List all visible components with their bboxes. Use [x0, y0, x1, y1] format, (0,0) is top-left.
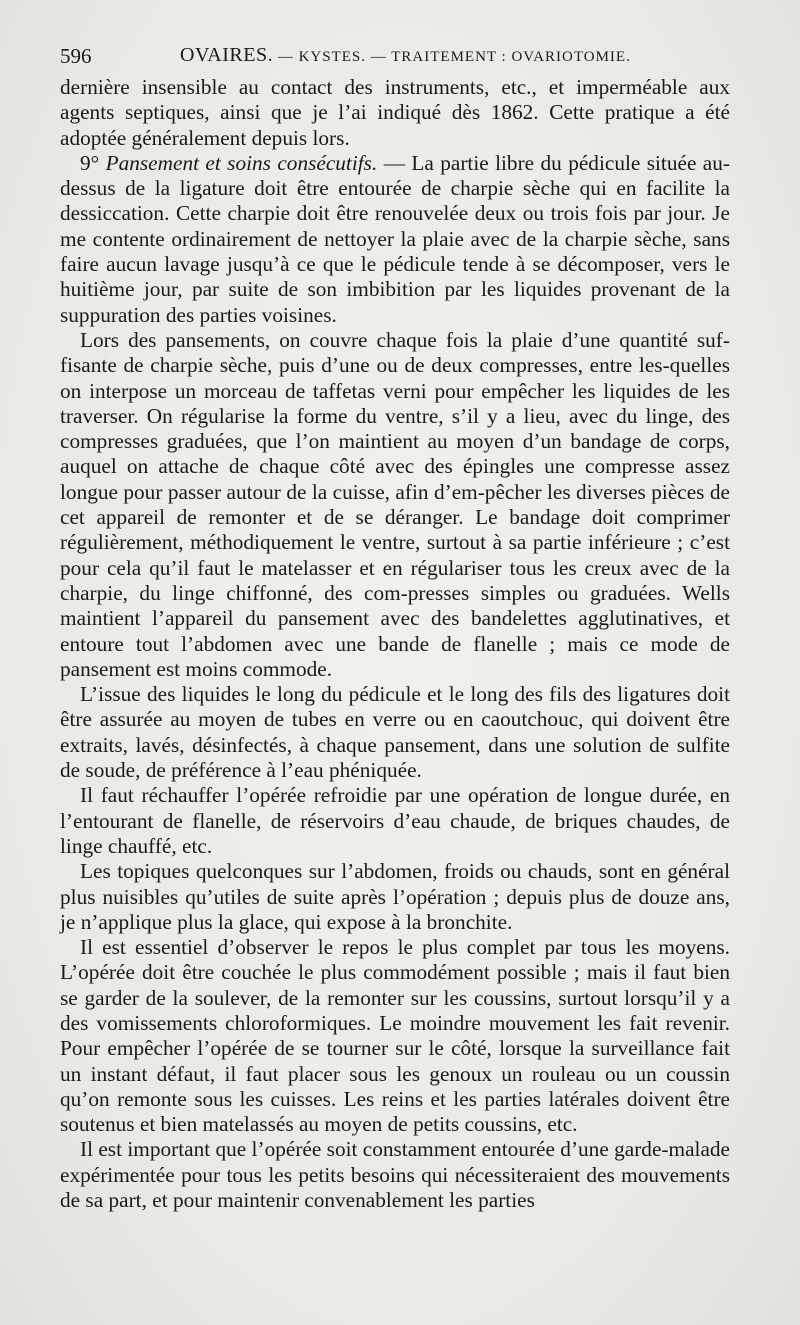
- paragraph: Il est essentiel d’observer le repos le plus complet par tous les moyens. L’opérée doit être couchée le plus commodément possible ; mais il faut bien se garder de la soulever, de la remonter sur les coussins, surtout lorsqu’il y a des vomissements chloroformiques. Le moindre mouvement les fait revenir. Pour empêcher l’opérée de se tourner sur le côté, lorsque la surveillance fait un instant défaut, il faut placer sous les genoux un rouleau ou un coussin qu’on remonte sous les cuisses. Les reins et les parties latérales doivent être soutenus et bien matelassés au moyen de petits coussins, etc.: [60, 935, 730, 1137]
- running-title-main: OVAIRES.: [180, 44, 274, 66]
- body-text: [60, 75, 730, 1213]
- paragraph: Il faut réchauffer l’opérée refroidie par une opération de longue durée, en l’entourant de flanelle, de réservoirs d’eau chaude, de briques chaudes, de linge chauffé, etc.: [60, 783, 730, 858]
- section-number: 9°: [80, 150, 106, 175]
- running-header: [60, 44, 740, 70]
- running-title-subtitle: — KYSTES. — TRAITEMENT : OVARIOTOMIE.: [273, 49, 631, 65]
- paragraph: Il est important que l’opérée soit constamment entourée d’une garde-malade expérimentée pour tous les petits besoins qui nécessiteraient des mouvements de sa part, et pour maintenir convenablement les parties: [60, 1137, 730, 1213]
- paragraph: dernière insensible au contact des instruments, etc., et imperméable aux agents septiques, ainsi que je l’ai indiqué dès 1862. Cette pratique a été adoptée généralement depuis lors.: [60, 75, 730, 150]
- paragraph-dressing-and-care: [60, 151, 730, 328]
- running-title: [180, 44, 631, 67]
- page-number: 596: [60, 44, 92, 68]
- section-heading: Pansement et soins consécutifs.: [105, 150, 378, 175]
- paragraph: L’issue des liquides le long du pédicule et le long des fils des ligatures doit être assurée au moyen de tubes en verre ou en caoutchouc, qui doivent être extraits, lavés, désinfectés, à chaque pansement, dans une solution de sulfite de soude, de préférence à l’eau phéniquée.: [60, 682, 730, 783]
- paragraph: Lors des pansements, on couvre chaque fois la plaie d’une quantité suf-fisante de charpie sèche, puis d’une ou de deux compresses, entre les-quelles on interpose un morceau de taffetas verni pour empêcher les liquides de les traverser. On régularise la forme du ventre, s’il y a lieu, avec du linge, des compresses graduées, que l’on maintient au moyen d’un bandage de corps, auquel on attache de chaque côté avec des épingles une compresse assez longue pour passer autour de la cuisse, afin d’em-pêcher les diverses pièces de cet appareil de remonter et de se déranger. Le bandage doit comprimer régulièrement, méthodiquement le ventre, surtout à sa partie inférieure ; c’est pour cela qu’il faut le matelasser et en régulariser tous les creux avec de la charpie, du linge chiffonné, des com-presses simples ou graduées. Wells maintient l’appareil du pansement avec des bandelettes agglutinatives, et entoure tout l’abdomen avec une bande de flanelle ; mais ce mode de pansement est moins commode.: [60, 327, 730, 681]
- paragraph-body: — La partie libre du pédicule située au-dessus de la ligature doit être entourée de charpie sèche qui en facilite la dessiccation. Cette charpie doit être renouvelée deux ou trois fois par jour. Je me contente ordinairement de nettoyer la plaie avec de la charpie sèche, sans faire aucun lavage jusqu’à ce que le pédicule tende à se décomposer, vers le huitième jour, par suite de son imbibition par les liquides provenant de la suppuration des parties voisines.: [60, 150, 730, 327]
- paragraph: Les topiques quelconques sur l’abdomen, froids ou chauds, sont en général plus nuisibles qu’utiles de suite après l’opération ; depuis plus de douze ans, je n’applique plus la glace, qui expose à la bronchite.: [60, 859, 730, 934]
